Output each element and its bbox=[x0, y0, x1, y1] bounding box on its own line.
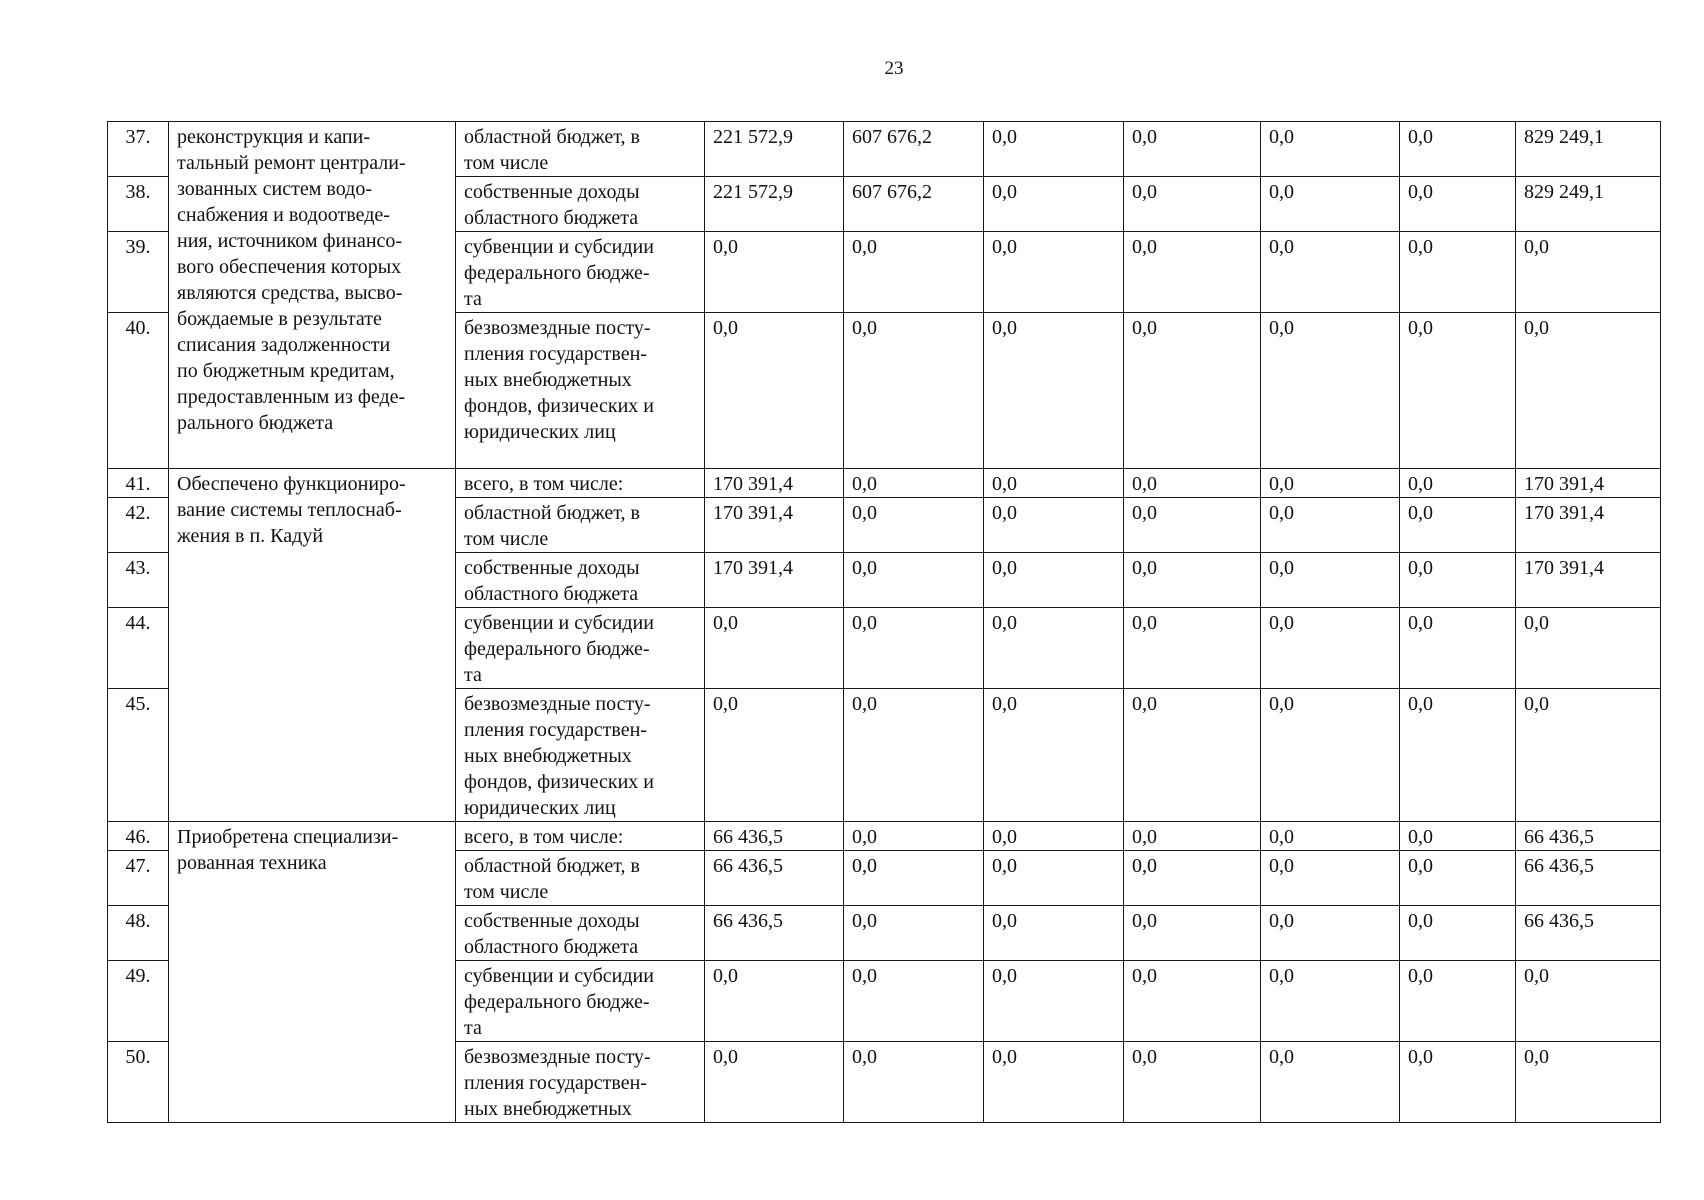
amount-cell: 0,0 bbox=[844, 498, 984, 553]
total-value-cell: 0,0 bbox=[1516, 608, 1661, 689]
funding-source: субвенции и субсидии федерального бюдже- та bbox=[456, 961, 705, 1042]
amount-cell: 0,0 bbox=[1400, 122, 1516, 177]
funding-source: субвенции и субсидии федерального бюдже- та bbox=[456, 232, 705, 313]
amount-cell: 0,0 bbox=[1124, 822, 1261, 851]
amount-cell: 0,0 bbox=[984, 122, 1124, 177]
amount-cell: 0,0 bbox=[1261, 177, 1400, 232]
amount-cell: 0,0 bbox=[1124, 553, 1261, 608]
total-value-cell: 0,0 bbox=[1516, 232, 1661, 313]
amount-cell: 0,0 bbox=[844, 469, 984, 498]
amount-cell: 0,0 bbox=[844, 553, 984, 608]
amount-cell: 0,0 bbox=[984, 313, 1124, 469]
total-value-cell: 0,0 bbox=[1516, 1042, 1661, 1123]
amount-cell: 0,0 bbox=[984, 1042, 1124, 1123]
amount-cell: 0,0 bbox=[1400, 553, 1516, 608]
amount-cell: 0,0 bbox=[705, 961, 844, 1042]
amount-cell: 0,0 bbox=[1124, 313, 1261, 469]
amount-cell: 0,0 bbox=[1261, 906, 1400, 961]
amount-cell: 0,0 bbox=[844, 961, 984, 1042]
amount-cell: 0,0 bbox=[984, 906, 1124, 961]
total-value-cell: 829 249,1 bbox=[1516, 122, 1661, 177]
amount-cell: 0,0 bbox=[984, 553, 1124, 608]
amount-cell: 0,0 bbox=[705, 232, 844, 313]
amount-cell: 0,0 bbox=[984, 689, 1124, 822]
total-value-cell: 66 436,5 bbox=[1516, 906, 1661, 961]
amount-cell: 0,0 bbox=[1261, 553, 1400, 608]
amount-cell: 0,0 bbox=[844, 822, 984, 851]
amount-cell: 0,0 bbox=[1124, 177, 1261, 232]
total-value-cell: 0,0 bbox=[1516, 313, 1661, 469]
row-number: 44. bbox=[108, 608, 169, 689]
row-number: 47. bbox=[108, 851, 169, 906]
row-number: 37. bbox=[108, 122, 169, 177]
amount-cell: 0,0 bbox=[984, 177, 1124, 232]
amount-cell: 0,0 bbox=[1261, 1042, 1400, 1123]
funding-source: собственные доходы областного бюджета bbox=[456, 553, 705, 608]
row-number: 46. bbox=[108, 822, 169, 851]
table-row bbox=[108, 469, 1661, 498]
funding-source: собственные доходы областного бюджета bbox=[456, 906, 705, 961]
amount-cell: 0,0 bbox=[844, 851, 984, 906]
amount-cell: 170 391,4 bbox=[705, 553, 844, 608]
amount-cell: 0,0 bbox=[984, 961, 1124, 1042]
event-description: Приобретена специализи- рованная техника bbox=[169, 822, 456, 1123]
amount-cell: 0,0 bbox=[1400, 961, 1516, 1042]
amount-cell: 0,0 bbox=[984, 608, 1124, 689]
amount-cell: 221 572,9 bbox=[705, 122, 844, 177]
amount-cell: 0,0 bbox=[984, 822, 1124, 851]
amount-cell: 0,0 bbox=[1261, 689, 1400, 822]
funding-source: областной бюджет, в том числе bbox=[456, 851, 705, 906]
amount-cell: 0,0 bbox=[1124, 469, 1261, 498]
amount-cell: 0,0 bbox=[1400, 232, 1516, 313]
total-value-cell: 170 391,4 bbox=[1516, 553, 1661, 608]
funding-source: безвозмездные посту- пления государствен- ных внебюджетных bbox=[456, 1042, 705, 1123]
amount-cell: 0,0 bbox=[984, 232, 1124, 313]
budget-table bbox=[107, 121, 1661, 1123]
amount-cell: 0,0 bbox=[1400, 1042, 1516, 1123]
amount-cell: 0,0 bbox=[1400, 469, 1516, 498]
amount-cell: 0,0 bbox=[1261, 851, 1400, 906]
amount-cell: 0,0 bbox=[844, 608, 984, 689]
amount-cell: 0,0 bbox=[705, 1042, 844, 1123]
amount-cell: 0,0 bbox=[1261, 232, 1400, 313]
row-number: 49. bbox=[108, 961, 169, 1042]
amount-cell: 0,0 bbox=[1124, 232, 1261, 313]
amount-cell: 0,0 bbox=[1261, 822, 1400, 851]
funding-source: безвозмездные посту- пления государствен- ных внебюджетных фондов, физических и юридических лиц bbox=[456, 689, 705, 822]
row-number: 39. bbox=[108, 232, 169, 313]
amount-cell: 607 676,2 bbox=[844, 122, 984, 177]
amount-cell: 0,0 bbox=[1124, 689, 1261, 822]
amount-cell: 0,0 bbox=[844, 232, 984, 313]
row-number: 50. bbox=[108, 1042, 169, 1123]
row-number: 43. bbox=[108, 553, 169, 608]
amount-cell: 0,0 bbox=[1124, 608, 1261, 689]
funding-source: всего, в том числе: bbox=[456, 822, 705, 851]
amount-cell: 0,0 bbox=[1261, 498, 1400, 553]
amount-cell: 66 436,5 bbox=[705, 822, 844, 851]
amount-cell: 0,0 bbox=[1400, 689, 1516, 822]
event-description: Обеспечено функциониро- вание системы теплоснаб- жения в п. Кадуй bbox=[169, 469, 456, 822]
amount-cell: 0,0 bbox=[1400, 608, 1516, 689]
amount-cell: 0,0 bbox=[705, 608, 844, 689]
row-number: 48. bbox=[108, 906, 169, 961]
event-description: реконструкция и капи- тальный ремонт централи- зованных систем водо- снабжения и водоотведе- ния, источником финансо- вого обеспечения которых являются средства, высво- бождаемые в результате списания задолженности по бюджетным кредитам, предоставленным из феде- рального бюджета bbox=[169, 122, 456, 469]
amount-cell: 0,0 bbox=[705, 313, 844, 469]
row-number: 38. bbox=[108, 177, 169, 232]
amount-cell: 0,0 bbox=[1124, 961, 1261, 1042]
table-row bbox=[108, 822, 1661, 851]
amount-cell: 0,0 bbox=[1124, 906, 1261, 961]
amount-cell: 0,0 bbox=[1261, 122, 1400, 177]
total-value-cell: 829 249,1 bbox=[1516, 177, 1661, 232]
amount-cell: 0,0 bbox=[1261, 469, 1400, 498]
row-number: 41. bbox=[108, 469, 169, 498]
amount-cell: 0,0 bbox=[1261, 961, 1400, 1042]
total-value-cell: 170 391,4 bbox=[1516, 469, 1661, 498]
total-value-cell: 66 436,5 bbox=[1516, 851, 1661, 906]
amount-cell: 0,0 bbox=[1124, 498, 1261, 553]
total-value-cell: 0,0 bbox=[1516, 689, 1661, 822]
amount-cell: 0,0 bbox=[984, 851, 1124, 906]
amount-cell: 170 391,4 bbox=[705, 498, 844, 553]
row-number: 42. bbox=[108, 498, 169, 553]
amount-cell: 0,0 bbox=[844, 906, 984, 961]
total-value-cell: 0,0 bbox=[1516, 961, 1661, 1042]
amount-cell: 0,0 bbox=[1400, 906, 1516, 961]
funding-source: областной бюджет, в том числе bbox=[456, 498, 705, 553]
amount-cell: 0,0 bbox=[1124, 122, 1261, 177]
amount-cell: 170 391,4 bbox=[705, 469, 844, 498]
row-number: 45. bbox=[108, 689, 169, 822]
total-value-cell: 66 436,5 bbox=[1516, 822, 1661, 851]
amount-cell: 66 436,5 bbox=[705, 906, 844, 961]
amount-cell: 0,0 bbox=[1400, 313, 1516, 469]
amount-cell: 221 572,9 bbox=[705, 177, 844, 232]
amount-cell: 0,0 bbox=[1261, 608, 1400, 689]
amount-cell: 0,0 bbox=[844, 313, 984, 469]
funding-source: областной бюджет, в том числе bbox=[456, 122, 705, 177]
amount-cell: 0,0 bbox=[1400, 822, 1516, 851]
amount-cell: 0,0 bbox=[705, 689, 844, 822]
amount-cell: 0,0 bbox=[1400, 851, 1516, 906]
funding-source: всего, в том числе: bbox=[456, 469, 705, 498]
amount-cell: 0,0 bbox=[984, 498, 1124, 553]
total-value-cell: 170 391,4 bbox=[1516, 498, 1661, 553]
funding-source: субвенции и субсидии федерального бюдже- та bbox=[456, 608, 705, 689]
amount-cell: 0,0 bbox=[844, 1042, 984, 1123]
amount-cell: 0,0 bbox=[1400, 177, 1516, 232]
amount-cell: 0,0 bbox=[1261, 313, 1400, 469]
funding-source: собственные доходы областного бюджета bbox=[456, 177, 705, 232]
amount-cell: 0,0 bbox=[1124, 1042, 1261, 1123]
amount-cell: 607 676,2 bbox=[844, 177, 984, 232]
amount-cell: 0,0 bbox=[1124, 851, 1261, 906]
amount-cell: 0,0 bbox=[844, 689, 984, 822]
amount-cell: 66 436,5 bbox=[705, 851, 844, 906]
page-number: 23 bbox=[884, 58, 904, 79]
table-row bbox=[108, 122, 1661, 177]
amount-cell: 0,0 bbox=[1400, 498, 1516, 553]
row-number: 40. bbox=[108, 313, 169, 469]
funding-source: безвозмездные посту- пления государствен- ных внебюджетных фондов, физических и юридических лиц bbox=[456, 313, 705, 469]
amount-cell: 0,0 bbox=[984, 469, 1124, 498]
